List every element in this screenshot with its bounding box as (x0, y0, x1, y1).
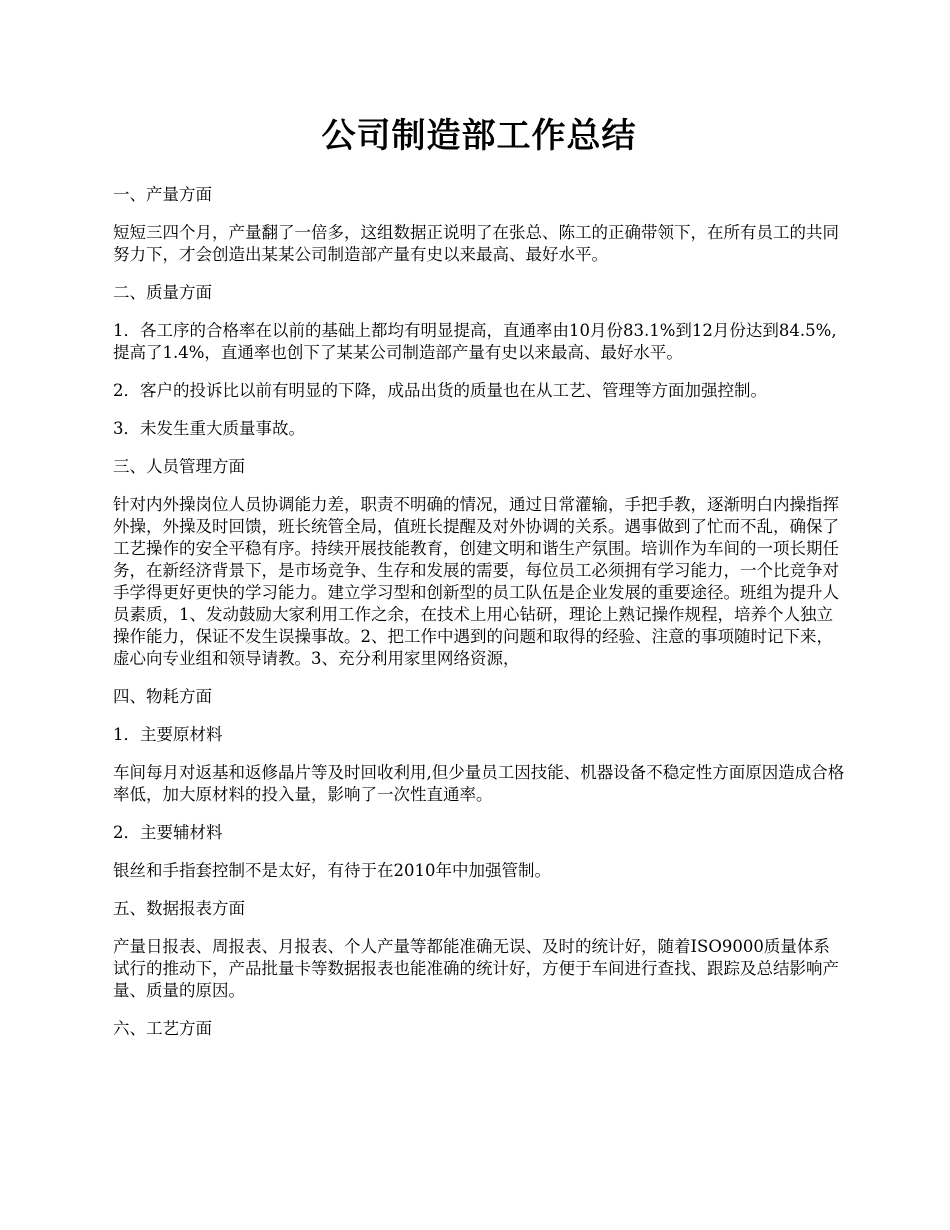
section-heading: 五、数据报表方面 (113, 899, 245, 918)
paragraph: 银丝和手指套控制不是太好，有待于在2010年中加强管制。 (113, 861, 551, 880)
paragraph: 1．主要原材料 (113, 725, 223, 744)
section-heading: 六、工艺方面 (113, 1019, 212, 1038)
paragraph: 2．主要辅材料 (113, 823, 223, 842)
paragraph: 产量日报表、周报表、月报表、个人产量等都能准确无误、及时的统计好，随着ISO9000质量体系试行的推动下，产品批量卡等数据报表也能准确的统计好，方便于车间进行查找、跟踪及总结影响产量、质量的原因。 (113, 937, 839, 1000)
section-heading: 三、人员管理方面 (113, 457, 245, 476)
paragraph: 短短三四个月，产量翻了一倍多，这组数据正说明了在张总、陈工的正确带领下，在所有员工的共同努力下，才会创造出某某公司制造部产量有史以来最高、最好水平。 (113, 223, 839, 264)
section-heading: 四、物耗方面 (113, 687, 212, 706)
section-heading: 二、质量方面 (113, 283, 212, 302)
paragraph: 针对内外操岗位人员协调能力差，职责不明确的情况，通过日常灌输，手把手教，逐渐明白内操指挥外操，外操及时回馈，班长统管全局，值班长提醒及对外协调的关系。遇事做到了忙而不乱，确保了工艺操作的安全平稳有序。持续开展技能教育，创建文明和谐生产氛围。培训作为车间的一项长期任务，在新经济背景下，是市场竞争、生存和发展的需要，每位员工必须拥有学习能力，一个比竞争对手学得更好更快的学习能力。建立学习型和创新型的员工队伍是企业发展的重要途径。班组为提升人员素质，1、发动鼓励大家利用工作之余，在技术上用心钻研，理论上熟记操作规程，培养个人独立操作能力，保证不发生误操事故。2、把工作中遇到的问题和取得的经验、注意的事项随时记下来，虚心向专业组和领导请教。3、充分利用家里网络资源， (113, 495, 839, 668)
paragraph: 2．客户的投诉比以前有明显的下降，成品出货的质量也在从工艺、管理等方面加强控制。 (113, 381, 767, 400)
paragraph: 3．未发生重大质量事故。 (113, 419, 305, 438)
section-heading: 一、产量方面 (113, 185, 212, 204)
document-body (113, 184, 845, 1040)
document-title: 公司制造部工作总结 (321, 116, 637, 156)
paragraph: 1．各工序的合格率在以前的基础上都均有明显提高，直通率由10月份83.1%到12月份达到84.5%,提高了1.4%，直通率也创下了某某公司制造部产量有史以来最高、最好水平。 (113, 321, 837, 362)
paragraph: 车间每月对返基和返修晶片等及时回收利用,但少量员工因技能、机器设备不稳定性方面原因造成合格率低，加大原材料的投入量，影响了一次性直通率。 (113, 763, 845, 804)
